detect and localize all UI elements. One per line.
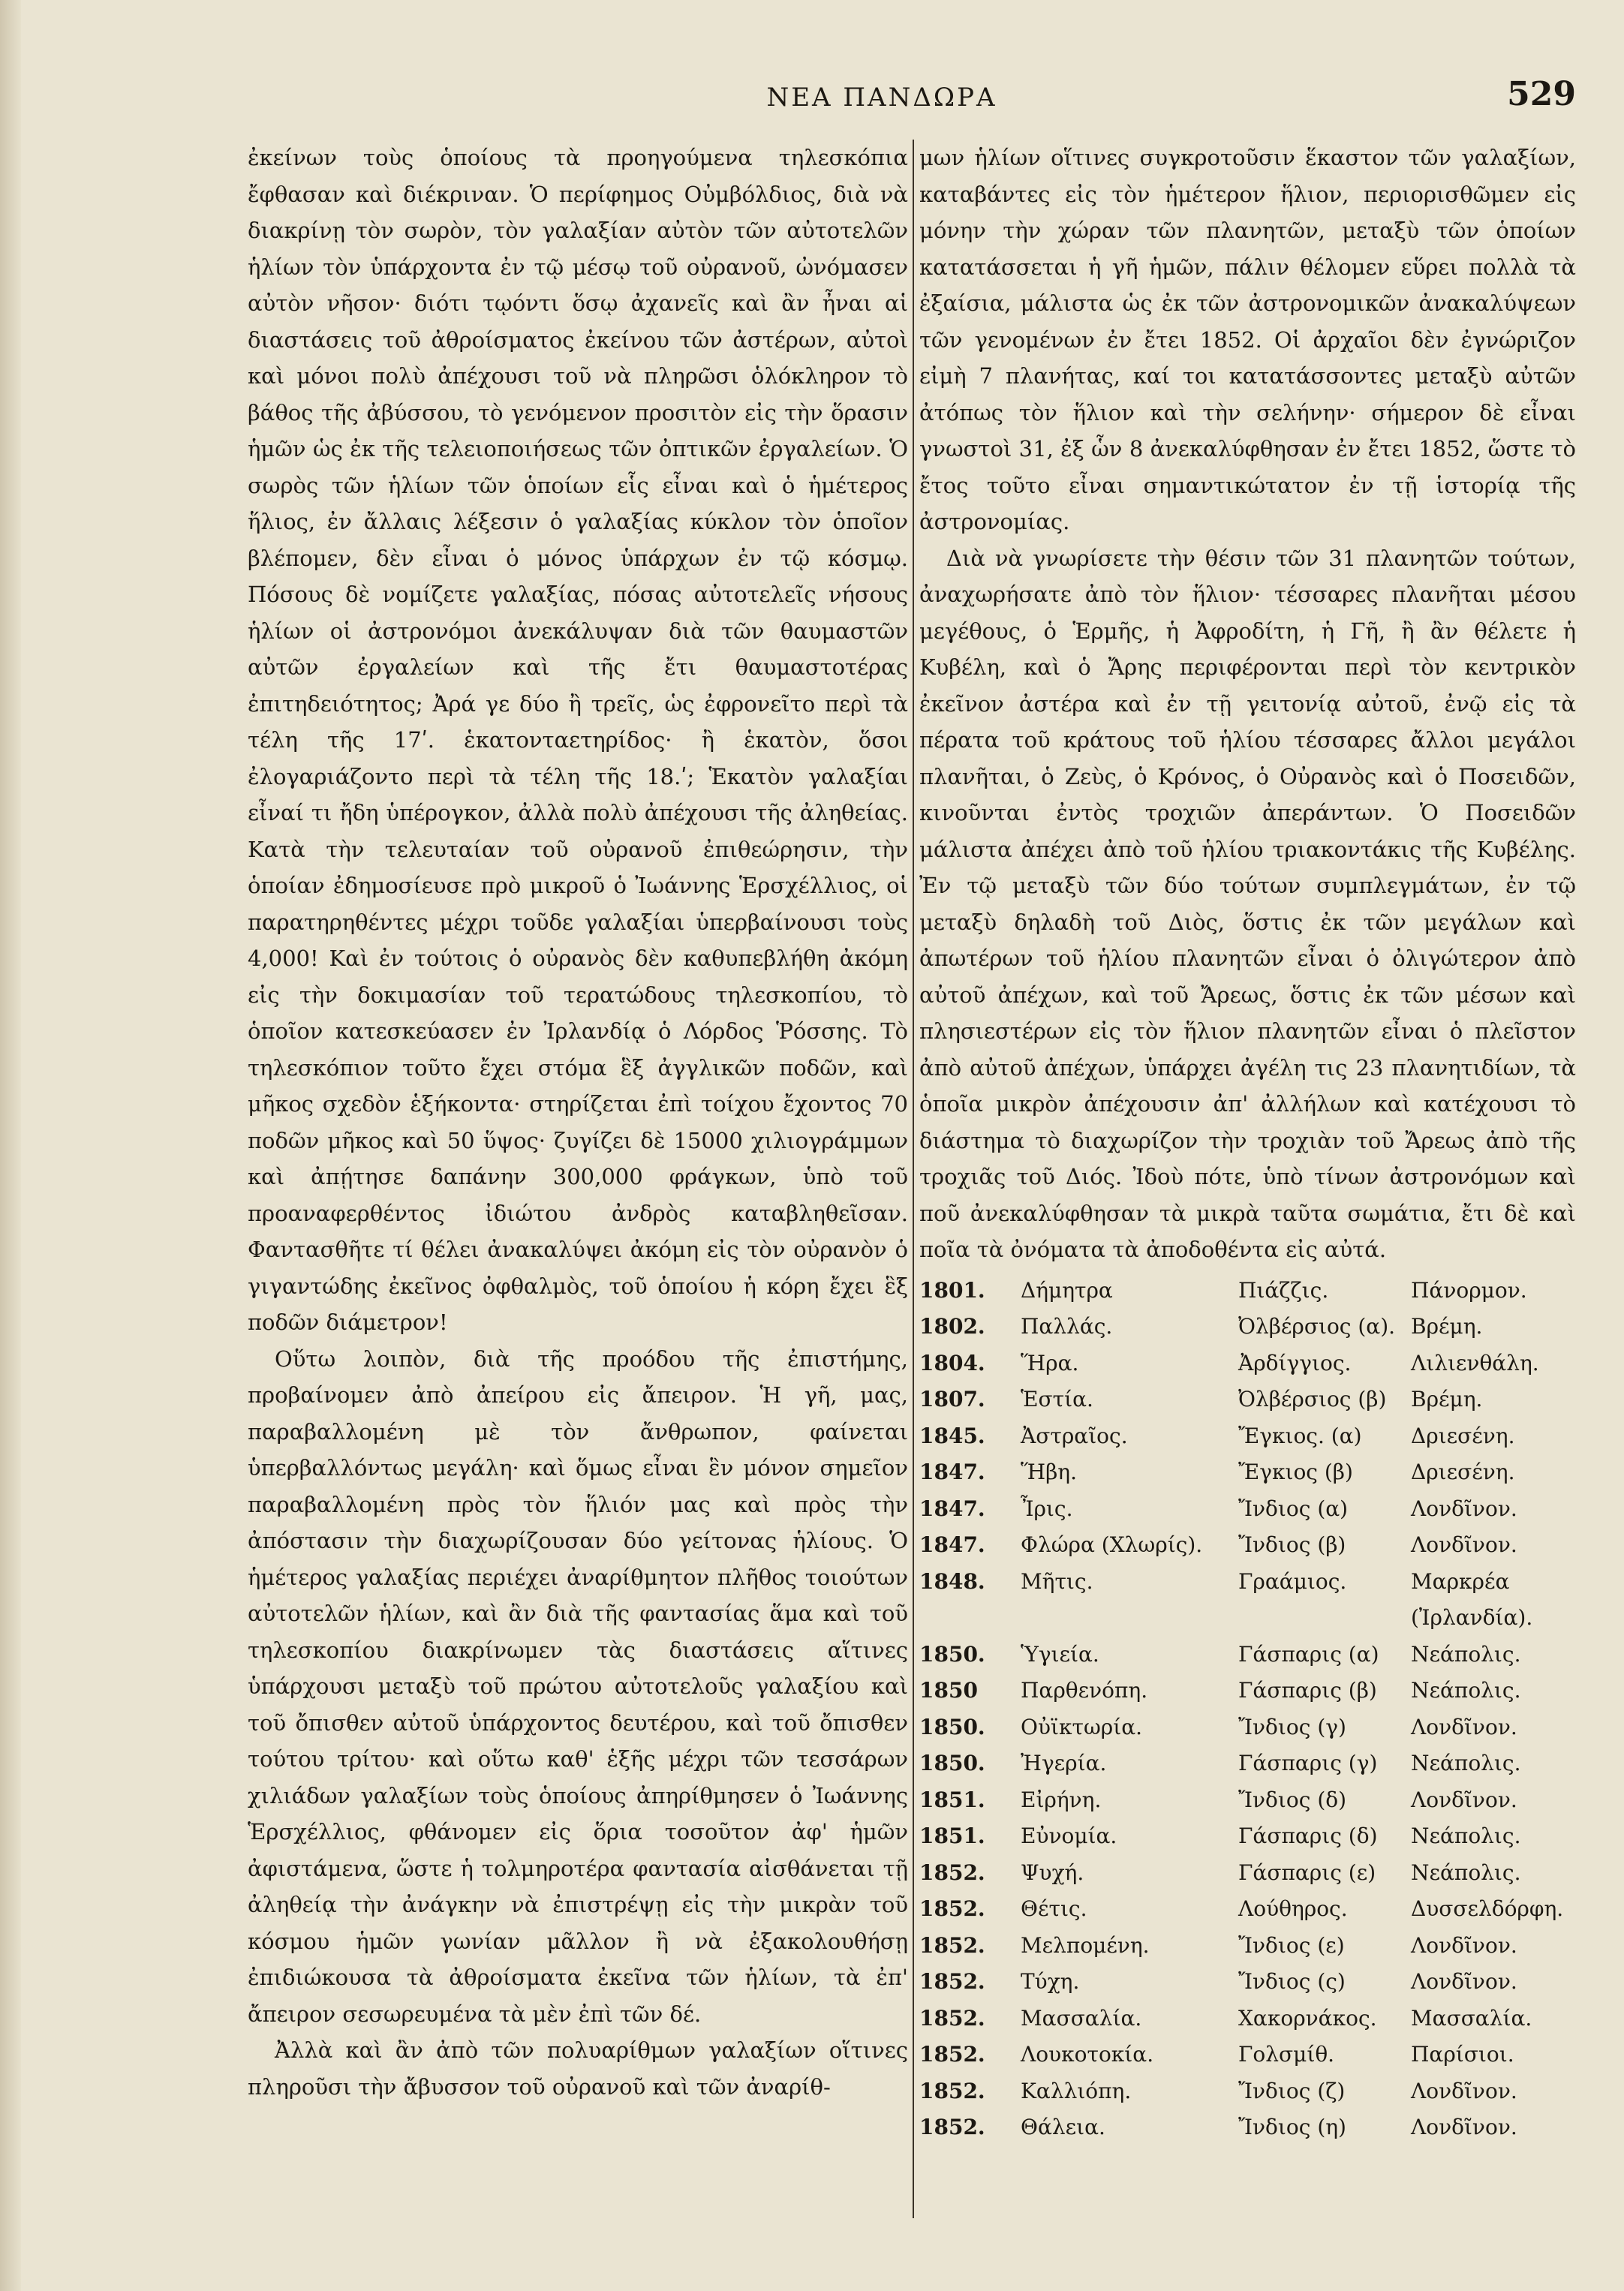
discoverer-name: Ὀλβέρσιος (β) (1238, 1387, 1387, 1412)
discoverer-name: Γάσπαρις (γ) (1238, 1751, 1378, 1775)
table-row (919, 1382, 1576, 1418)
table-row (919, 1964, 1576, 2001)
table-row (919, 1273, 1576, 1309)
discovery-year: 1850. (919, 1714, 985, 1739)
table-row (919, 1564, 1576, 1637)
discoverer-name: Ἴνδιος (δ) (1238, 1787, 1347, 1812)
planet-name: Ὑγιεία. (1021, 1641, 1099, 1667)
left-paragraph-3: Ἀλλὰ καὶ ἂν ἀπὸ τῶν πολυαρίθμων γαλαξίων οἵτινες πληροῦσι τὴν ἄβυσσον τοῦ οὐρανοῦ καὶ τῶν ἀναρίθ- (248, 2037, 908, 2100)
page-header (188, 75, 1576, 120)
table-row (919, 2073, 1576, 2110)
discoverer-name: Γάσπαρις (δ) (1238, 1823, 1378, 1848)
discovery-place: Μαρκρέα (Ἰρλανδία). (1411, 1568, 1533, 1630)
discovery-year: 1850 (919, 1678, 978, 1703)
table-row (919, 1673, 1576, 1709)
discovery-year: 1847. (919, 1532, 985, 1557)
left-paragraph-1: ἐκείνων τοὺς ὁποίους τὰ προηγούμενα τηλεσκόπια ἔφθασαν καὶ διέκριναν. Ὁ περίφημος Οὐμβόλδιος, διὰ νὰ διακρίνῃ τὸν σωρὸν, τὸν γαλαξίαν αὐτὸν τῶν αὐτοτελῶν ἡλίων τὸν ὑπάρχοντα ἐν τῷ μέσῳ τοῦ οὐρανοῦ, ὠνόμασεν αὐτὸν νῆσον· διότι τῳόντι ὅσῳ ἀχανεῖς καὶ ἂν ἦναι αἱ διαστάσεις τοῦ ἀθροίσματος ἐκείνου τῶν ἀστέρων, αὐτοὶ καὶ μόνοι πολὺ ἀπέχουσι τοῦ νὰ πληρῶσι ὁλόκληρον τὸ βάθος τῆς ἀβύσσου, τὸ γενόμενον προσιτὸν εἰς τὴν ὅρασιν ἡμῶν ὡς ἐκ τῆς τελειοποιήσεως τῶν ὀπτικῶν ἐργαλείων. Ὁ σωρὸς τῶν ἡλίων τῶν ὁποίων εἷς εἶναι καὶ ὁ ἡμέτερος ἥλιος, ἐν ἄλλαις λέξεσιν ὁ γαλαξίας κύκλον τὸν ὁποῖον βλέπομεν, δὲν εἶναι ὁ μόνος ὑπάρχων ἐν τῷ κόσμῳ. Πόσους δὲ νομίζετε γαλαξίας, πόσας αὐτοτελεῖς νήσους ἡλίων οἱ ἀστρονόμοι ἀνεκάλυψαν διὰ τῶν θαυμαστῶν αὐτῶν ἐργαλείων καὶ τῆς ἔτι θαυμαστοτέρας ἐπιτηδειότητος; Ἀρά γε δύο ἢ τρεῖς, ὡς ἐφρονεῖτο περὶ τὰ τέλη τῆς 17ʹ. ἑκατονταετηρίδος· ἢ ἑκατὸν, ὅσοι ἐλογαριάζοντο περὶ τὰ τέλη τῆς 18.ʹ; Ἑκατὸν γαλαξίαι εἶναί τι ἤδη ὑπέρογκον, ἀλλὰ πολὺ ἀπέχουσι τῆς ἀληθείας. Κατὰ τὴν τελευταίαν τοῦ οὐρανοῦ ἐπιθεώρησιν, τὴν ὁποίαν ἐδημοσίευσε πρὸ μικροῦ ὁ Ἰωάννης Ἑρσχέλλιος, οἱ παρατηρηθέντες μέχρι τοῦδε γαλαξίαι ὑπερβαίνουσι τοὺς 4,000! Καὶ ἐν τούτοις ὁ οὐρανὸς δὲν καθυπεβλήθη ἀκόμη εἰς τὴν δοκιμασίαν τοῦ τερατώδους τηλεσκοπίου, τὸ ὁποῖον κατεσκεύασεν ἐν Ἰρλανδίᾳ ὁ Λόρδος Ῥόσσης. Τὸ τηλεσκόπιον τοῦτο ἔχει στόμα ἓξ ἀγγλικῶν ποδῶν, καὶ μῆκος σχεδὸν ἑξήκοντα· στηρίζεται ἐπὶ τοίχου ἔχοντος 70 ποδῶν μῆκος καὶ 50 ὕψος· ζυγίζει δὲ 15000 χιλιογράμμων καὶ ἀπῄτησε δαπάνην 300,000 φράγκων, ὑπὸ τοῦ προαναφερθέντος ἰδιώτου ἀνδρὸς καταβληθεῖσαν. Φαντασθῆτε τί θέλει ἀνακαλύψει ἀκόμη εἰς τὸν οὐρανὸν ὁ γιγαντώδης ἐκεῖνος ὀφθαλμὸς, τοῦ ὁποίου ἡ κόρη ἔχει ἓξ ποδῶν διάμετρον! (248, 145, 908, 1335)
planet-name: Ἀστραῖος. (1021, 1423, 1128, 1448)
discovery-place: Βρέμη. (1411, 1387, 1483, 1412)
planet-name: Εὐνομία. (1021, 1823, 1117, 1848)
discoverer-name: Ἔγκιος (β) (1238, 1460, 1353, 1484)
discoverer-name: Πιάζζις. (1238, 1277, 1329, 1303)
discoverer-name: Ὀλβέρσιος (α). (1238, 1314, 1396, 1339)
table-row (919, 1709, 1576, 1746)
discovery-place: Μασσαλία. (1411, 2005, 1532, 2031)
discovery-place: Λονδῖνον. (1411, 1496, 1517, 1521)
discovery-year: 1851. (919, 1823, 985, 1848)
discovery-place: Λονδῖνον. (1411, 1714, 1517, 1739)
discovery-place: Παρίσιοι. (1411, 2042, 1514, 2067)
planet-name: Ἑστία. (1021, 1387, 1093, 1412)
discoverer-name: Ἀρδίγγιος. (1238, 1350, 1352, 1376)
table-row (919, 1782, 1576, 1819)
table-row (919, 1309, 1576, 1345)
discovery-year: 1802. (919, 1314, 985, 1339)
discoverer-name: Ἔγκιος. (α) (1238, 1423, 1362, 1448)
discovery-year: 1845. (919, 1423, 985, 1448)
planet-name: Μῆτις. (1021, 1568, 1093, 1594)
right-paragraph-1: μων ἡλίων οἵτινες συγκροτοῦσιν ἕκαστον τῶν γαλαξίων, καταβάντες εἰς τὸν ἡμέτερον ἥλιον, περιορισθῶμεν εἰς μόνην τὴν χώραν τῶν πλανητῶν, μεταξὺ τῶν ὁποίων κατατάσσεται ἡ γῆ ἡμῶν, πάλιν θέλομεν εὕρει πολλὰ τὰ ἐξαίσια, μάλιστα ὡς ἐκ τῶν ἀστρονομικῶν ἀνακαλύψεων τῶν γενομένων ἐν ἔτει 1852. Οἱ ἀρχαῖοι δὲν ἐγνώριζον εἰμὴ 7 πλανήτας, καί τοι κατατάσσοντες μεταξὺ αὐτῶν ἀτόπως τὸν ἥλιον καὶ τὴν σελήνην· σήμερον δὲ εἶναι γνωστοὶ 31, ἐξ ὧν 8 ἀνεκαλύφθησαν ἐν ἔτει 1852, ὥστε τὸ ἔτος τοῦτο εἶναι σημαντικώτατον ἐν τῇ ἱστορίᾳ τῆς ἀστρονομίας. (919, 145, 1576, 534)
table-row (919, 1527, 1576, 1564)
table-row (919, 2037, 1576, 2073)
right-column (919, 140, 1576, 2226)
discovery-place: Νεάπολις. (1411, 1678, 1521, 1703)
planet-name: Οὐϊκτωρία. (1021, 1714, 1143, 1739)
planet-name: Θάλεια. (1021, 2115, 1105, 2139)
discoverer-name: Ἴνδιος (α) (1238, 1496, 1349, 1521)
planet-name: Τύχη. (1021, 1969, 1080, 1994)
table-row (919, 1491, 1576, 1528)
discovery-year: 1852. (919, 1860, 985, 1885)
discovery-place: Λονδῖνον. (1411, 1532, 1517, 1557)
planet-name: Παλλάς. (1021, 1314, 1113, 1339)
table-row (919, 1745, 1576, 1782)
planet-name: Φλώρα (Χλωρίς). (1021, 1532, 1203, 1557)
discovery-place: Νεάπολις. (1411, 1823, 1521, 1848)
planet-name: Δήμητρα (1021, 1277, 1113, 1303)
table-row (919, 1818, 1576, 1855)
discoverer-name: Χακορνάκος. (1238, 2005, 1377, 2031)
planet-name: Ἥβη. (1021, 1460, 1077, 1484)
table-row (919, 1454, 1576, 1491)
discovery-year: 1852. (919, 2042, 985, 2067)
discoverer-name: Γραάμιος. (1238, 1568, 1347, 1594)
discovery-year: 1850. (919, 1751, 985, 1775)
discoverer-name: Ἴνδιος (β) (1238, 1532, 1346, 1557)
table-row (919, 1928, 1576, 1965)
planet-discovery-table (919, 1273, 1576, 2146)
table-row (919, 1891, 1576, 1928)
discovery-year: 1848. (919, 1568, 985, 1594)
discovery-place: Δριεσένη. (1411, 1423, 1515, 1448)
discovery-place: Πάνορμον. (1411, 1277, 1527, 1303)
planet-name: Μασσαλία. (1021, 2005, 1142, 2031)
discovery-year: 1852. (919, 2078, 985, 2103)
discoverer-name: Ἴνδιος (η) (1238, 2115, 1346, 2139)
table-row (919, 2109, 1576, 2146)
page-number: 529 (1507, 75, 1576, 113)
left-column (248, 140, 908, 2226)
discoverer-name: Λούθηρος. (1238, 1896, 1348, 1921)
discovery-year: 1852. (919, 1969, 985, 1994)
page-binding-edge (0, 0, 21, 2291)
discoverer-name: Γολσμίθ. (1238, 2042, 1335, 2067)
planet-name: Ἠγερία. (1021, 1751, 1107, 1775)
discovery-place: Βρέμη. (1411, 1314, 1483, 1339)
discovery-place: Λονδῖνον. (1411, 1932, 1517, 1958)
planet-name: Μελπομένη. (1021, 1932, 1150, 1958)
discovery-place: Νεάπολις. (1411, 1641, 1521, 1667)
discoverer-name: Γάσπαρις (α) (1238, 1641, 1379, 1667)
discovery-year: 1850. (919, 1641, 985, 1667)
discovery-year: 1801. (919, 1277, 985, 1303)
table-row (919, 1855, 1576, 1892)
discovery-year: 1851. (919, 1787, 985, 1812)
planet-name: Λουκοτοκία. (1021, 2042, 1154, 2067)
discovery-place: Λονδῖνον. (1411, 1969, 1517, 1994)
discovery-place: Νεάπολις. (1411, 1751, 1521, 1775)
planet-name: Ἶρις. (1021, 1496, 1073, 1521)
discovery-year: 1847. (919, 1460, 985, 1484)
planet-name: Θέτις. (1021, 1896, 1087, 1921)
planet-name: Καλλιόπη. (1021, 2078, 1132, 2103)
discovery-year: 1852. (919, 2005, 985, 2031)
planet-name: Παρθενόπη. (1021, 1678, 1148, 1703)
discovery-place: Δριεσένη. (1411, 1460, 1515, 1484)
discovery-year: 1847. (919, 1496, 985, 1521)
discoverer-name: Γάσπαρις (ε) (1238, 1860, 1376, 1885)
column-divider (913, 140, 914, 2218)
right-paragraph-2: Διὰ νὰ γνωρίσετε τὴν θέσιν τῶν 31 πλανητῶν τούτων, ἀναχωρήσατε ἀπὸ τὸν ἥλιον· τέσσαρες πλανῆται μέσου μεγέθους, ὁ Ἑρμῆς, ἡ Ἀφροδίτη, ἡ Γῆ, ἢ ἂν θέλετε ἡ Κυβέλη, καὶ ὁ Ἄρης περιφέρονται περὶ τὸν κεντρικὸν ἐκεῖνον ἀστέρα καὶ ἐν τῇ γειτονίᾳ αὐτοῦ, ἐνῷ εἰς τὰ πέρατα τοῦ κράτους τοῦ ἡλίου τέσσαρες ἄλλοι μεγάλοι πλανῆται, ὁ Ζεὺς, ὁ Κρόνος, ὁ Οὐρανὸς καὶ ὁ Ποσειδῶν, κινοῦνται ἐντὸς τροχιῶν ἀπεράντων. Ὁ Ποσειδῶν μάλιστα ἀπέχει ἀπὸ τοῦ ἡλίου τριακοντάκις τῆς Κυβέλης. Ἐν τῷ μεταξὺ τῶν δύο τούτων συμπλεγμάτων, ἐν τῷ μεταξὺ δηλαδὴ τοῦ Διὸς, ὅστις ἐκ τῶν μεγάλων καὶ ἀπωτέρων τοῦ ἡλίου πλανητῶν εἶναι ὁ ὀλιγώτερον ἀπὸ αὐτοῦ ἀπέχων, καὶ τοῦ Ἄρεως, ὅστις ἐκ τῶν μέσων καὶ πλησιεστέρων εἰς τὸν ἥλιον πλανητῶν εἶναι ὁ πλεῖστον ἀπὸ αὐτοῦ ἀπέχων, ὑπάρχει ἀγέλη τις 23 πλανητιδίων, τὰ ὁποῖα μικρὸν ἀπέχουσιν ἀπ' ἀλλήλων καὶ κατέχουσι τὸ διάστημα τὸ διαχωρίζον τὴν τροχιὰν τοῦ Ἄρεως ἀπὸ τῆς τροχιᾶς τοῦ Διός. Ἰδοὺ πότε, ὑπὸ τίνων ἀστρονόμων καὶ ποῦ ἀνεκαλύφθησαν τὰ μικρὰ ταῦτα σωμάτια, ἔτι δὲ καὶ ποῖα τὰ ὀνόματα τὰ ἀποδοθέντα εἰς αὐτά. (919, 545, 1576, 1262)
left-paragraph-2: Οὕτω λοιπὸν, διὰ τῆς προόδου τῆς ἐπιστήμης, προβαίνομεν ἀπὸ ἀπείρου εἰς ἄπειρον. Ἡ γῆ, μας, παραβαλλομένη μὲ τὸν ἄνθρωπον, φαίνεται ὑπερβαλλόντως μεγάλη· καὶ ὅμως εἶναι ἓν μόνον σημεῖον παραβαλλομένη πρὸς τὸν ἥλιόν μας καὶ πρὸς τὴν ἀπόστασιν τὴν διαχωρίζουσαν δύο γείτονας ἡλίους. Ὁ ἡμέτερος γαλαξίας περιέχει ἀναρίθμητον πλῆθος τοιούτων αὐτοτελῶν ἡλίων, καὶ ἂν διὰ τῆς φαντασίας ἅμα καὶ τοῦ τηλεσκοπίου διακρίνωμεν τὰς διαστάσεις αἵτινες ὑπάρχουσι μεταξὺ τοῦ πρώτου αὐτοτελοῦς γαλαξίου καὶ τοῦ ὄπισθεν αὐτοῦ ὑπάρχοντος δευτέρου, καὶ τοῦ ὄπισθεν τούτου τρίτου· καὶ οὕτω καθ' ἑξῆς μέχρι τῶν τεσσάρων χιλιάδων γαλαξίων τοὺς ὁποίους ἀπηρίθμησεν ὁ Ἰωάννης Ἑρσχέλλιος, φθάνομεν εἰς ὅρια τοσοῦτον ἀφ' ἡμῶν ἀφιστάμενα, ὥστε ἡ τολμηροτέρα φαντασία αἰσθάνεται τῇ ἀληθείᾳ τὴν ἀνάγκην νὰ ἐπιστρέψῃ εἰς τὴν μικρὰν τοῦ κόσμου ἡμῶν γωνίαν μᾶλλον ἢ νὰ ἐξακολουθήσῃ ἐπιδιώκουσα τὰ ἀθροίσματα ἐκεῖνα τῶν ἡλίων, τὰ ἐπ' ἄπειρον σεσωρευμένα τὰ μὲν ἐπὶ τῶν δέ. (248, 1345, 908, 2027)
discovery-place: Νεάπολις. (1411, 1860, 1521, 1885)
discoverer-name: Ἴνδιος (γ) (1238, 1714, 1346, 1739)
discovery-place: Δυσσελδόρφη. (1411, 1896, 1564, 1921)
discoverer-name: Ἴνδιος (ε) (1238, 1932, 1345, 1958)
discovery-year: 1804. (919, 1350, 985, 1376)
discovery-year: 1852. (919, 1932, 985, 1958)
discovery-place: Λιλιενθάλη. (1411, 1350, 1539, 1376)
discoverer-name: Ἴνδιος (ζ) (1238, 2078, 1346, 2103)
planet-name: Ψυχή. (1021, 1860, 1084, 1885)
discoverer-name: Ἴνδιος (ς) (1238, 1969, 1346, 1994)
table-row (919, 1345, 1576, 1382)
discovery-place: Λονδῖνον. (1411, 1787, 1517, 1812)
discovery-place: Λονδῖνον. (1411, 2078, 1517, 2103)
discovery-year: 1852. (919, 1896, 985, 1921)
planet-name: Εἰρήνη. (1021, 1787, 1102, 1812)
table-row (919, 1418, 1576, 1455)
discovery-year: 1807. (919, 1387, 985, 1412)
discovery-place: Λονδῖνον. (1411, 2115, 1517, 2139)
discoverer-name: Γάσπαρις (β) (1238, 1678, 1377, 1703)
discovery-year: 1852. (919, 2115, 985, 2139)
table-row (919, 2001, 1576, 2037)
planet-name: Ἥρα. (1021, 1350, 1079, 1376)
table-row (919, 1637, 1576, 1673)
journal-title: ΝΕΑ ΠΑΝΔΩΡΑ (766, 83, 997, 113)
